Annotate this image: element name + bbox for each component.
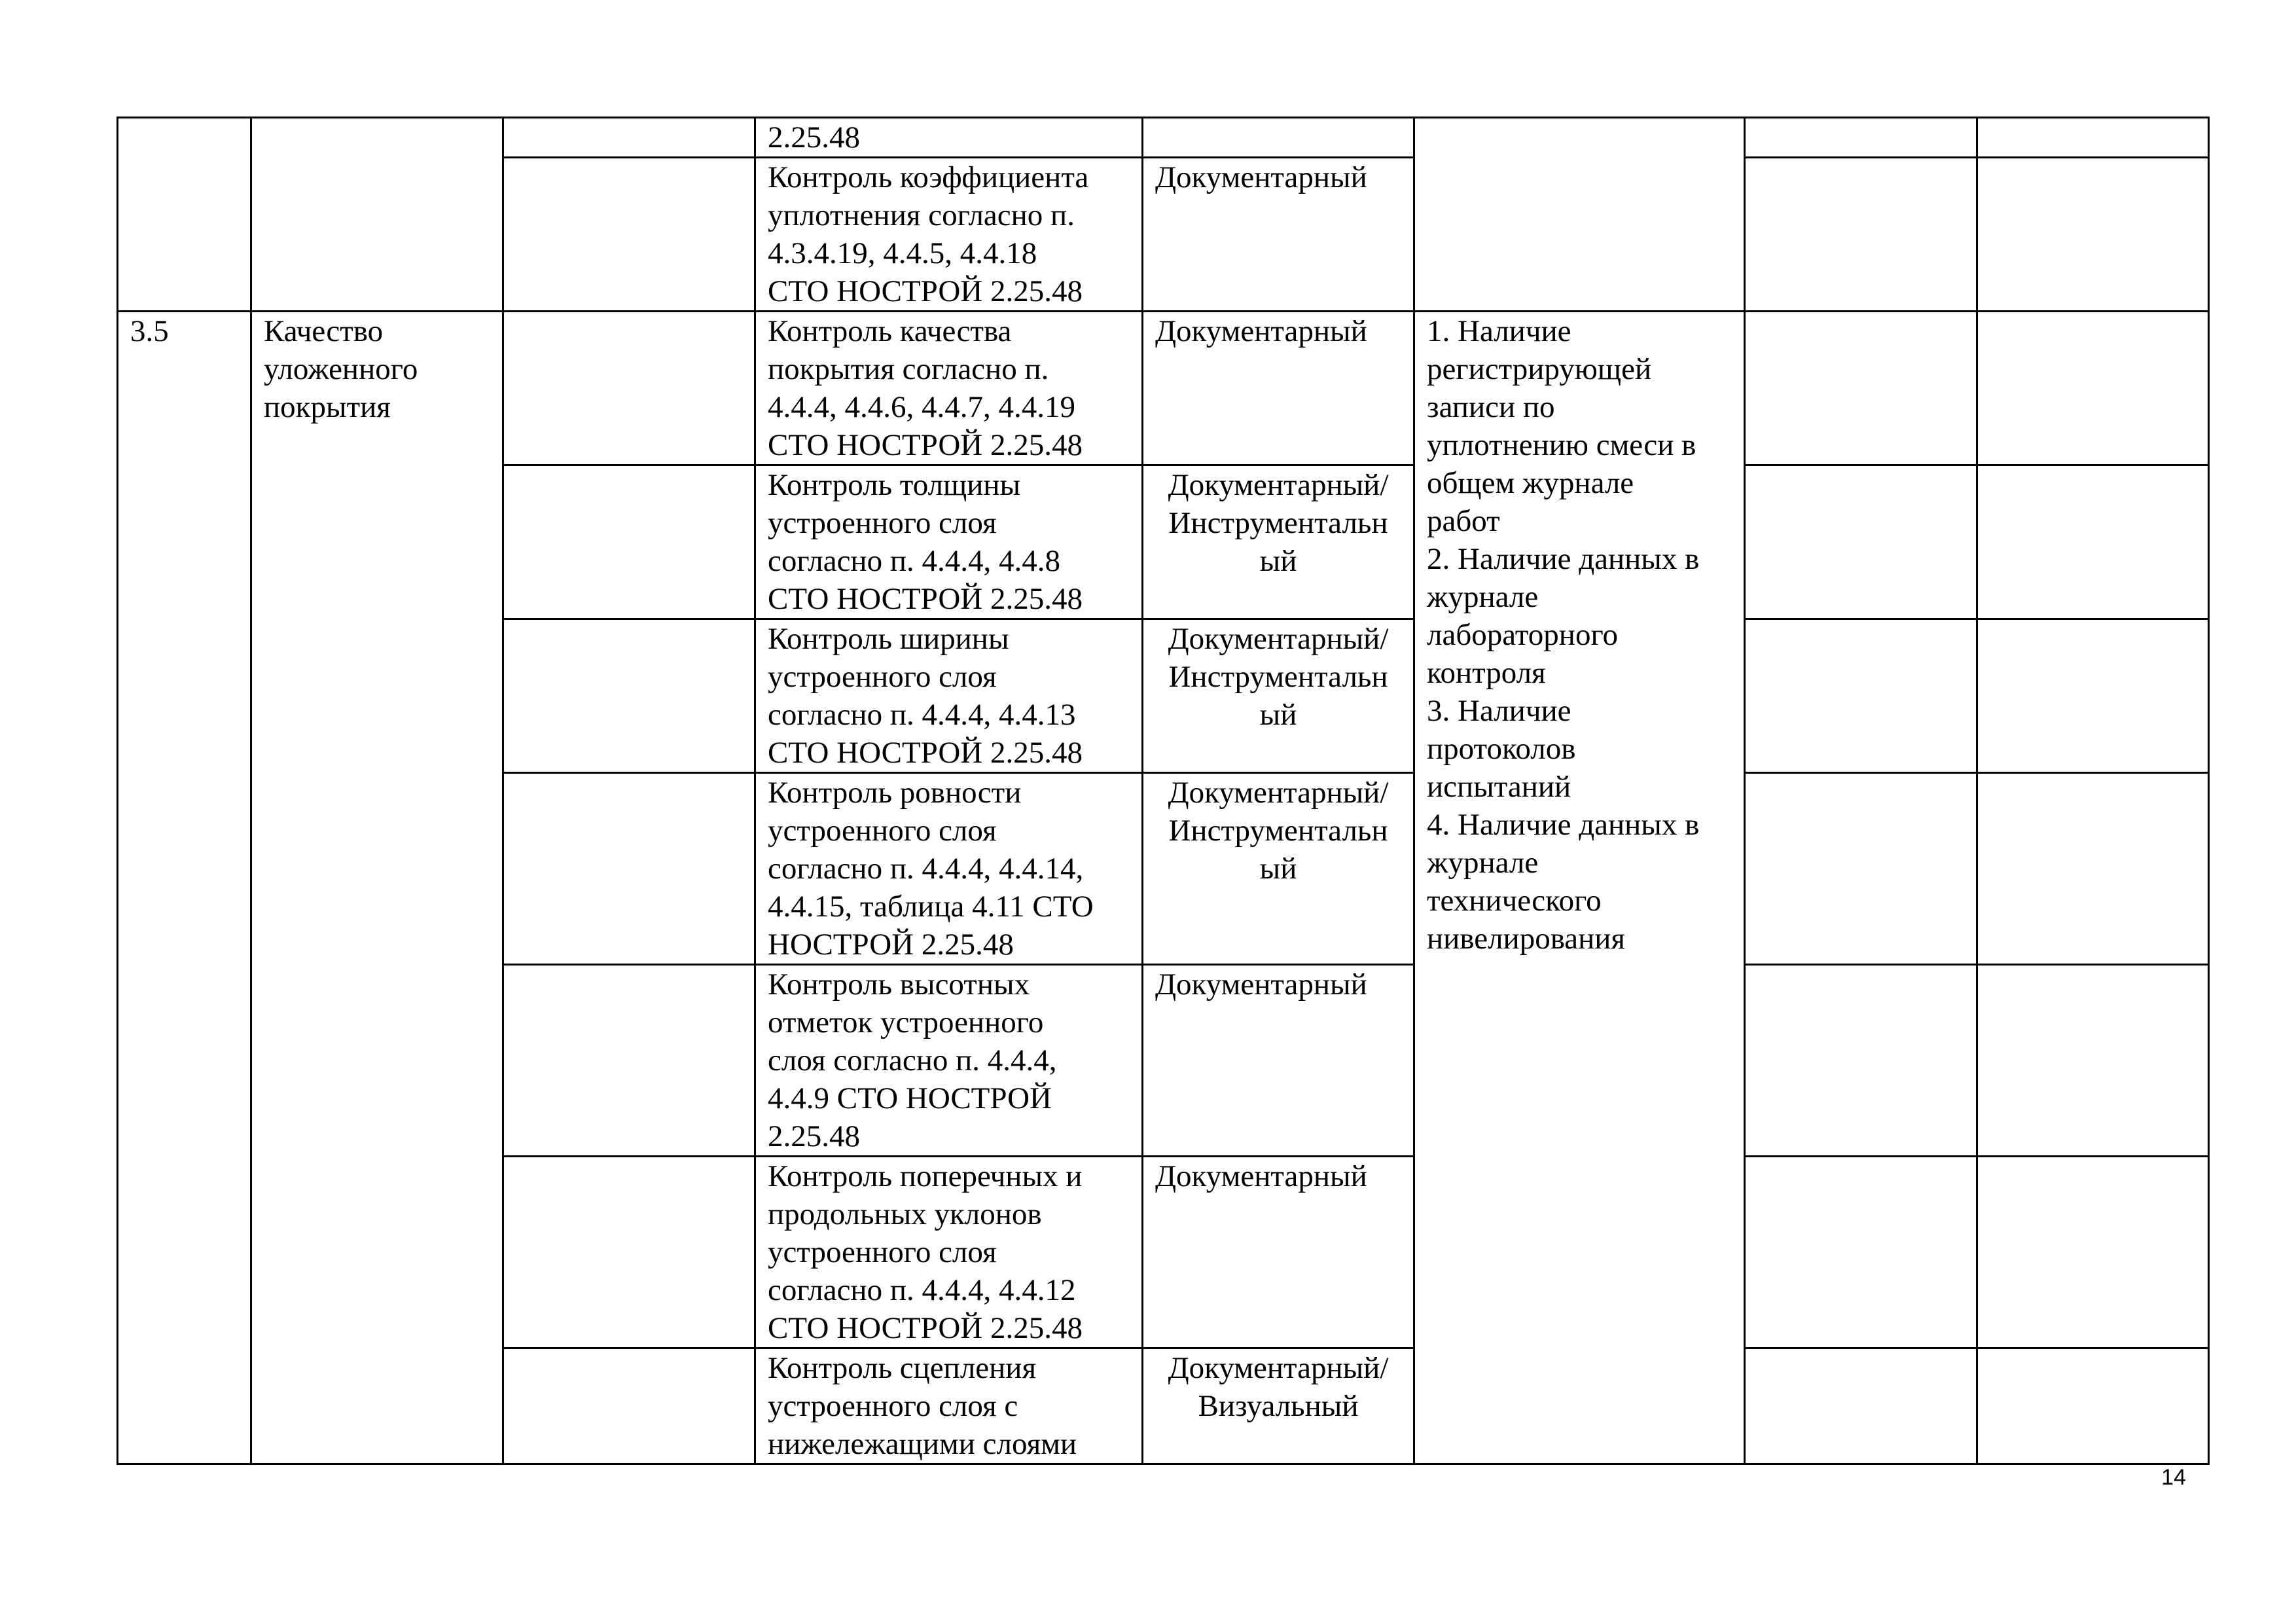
cell-empty xyxy=(1745,312,1977,465)
cell-empty xyxy=(1745,1348,1977,1464)
cell-empty xyxy=(1977,465,2209,619)
cell-method: Документарный/ Визуальный xyxy=(1143,1348,1414,1464)
cell-empty xyxy=(1745,1157,1977,1348)
cell-empty xyxy=(1977,118,2209,158)
cell-requirement: Контроль коэффициента уплотнения согласно п. 4.3.4.19, 4.4.5, 4.4.18 СТО НОСТРОЙ 2.25.48 xyxy=(755,158,1143,312)
cell-empty xyxy=(503,312,755,465)
cell-number-empty xyxy=(118,118,251,312)
cell-requirement: Контроль качества покрытия согласно п. 4.4.4, 4.4.6, 4.4.7, 4.4.19 СТО НОСТРОЙ 2.25.48 xyxy=(755,312,1143,465)
cell-empty xyxy=(503,1157,755,1348)
cell-empty xyxy=(503,965,755,1157)
cell-empty xyxy=(1745,118,1977,158)
cell-empty xyxy=(1977,158,2209,312)
cell-empty xyxy=(1745,619,1977,773)
cell-method: Документарный xyxy=(1143,312,1414,465)
cell-method: Документарный/ Инструментальн ый xyxy=(1143,465,1414,619)
table-row xyxy=(118,118,2209,158)
cell-requirement: Контроль толщины устроенного слоя согласно п. 4.4.4, 4.4.8 СТО НОСТРОЙ 2.25.48 xyxy=(755,465,1143,619)
cell-empty xyxy=(503,118,755,158)
cell-empty xyxy=(1977,773,2209,965)
table-row xyxy=(118,312,2209,465)
cell-empty xyxy=(1977,1157,2209,1348)
page-number: 14 xyxy=(2161,1465,2186,1490)
cell-evidence-empty xyxy=(1414,118,1745,312)
cell-empty xyxy=(503,773,755,965)
cell-requirement: Контроль ровности устроенного слоя согласно п. 4.4.4, 4.4.14, 4.4.15, таблица 4.11 СТО НОСТРОЙ 2.25.48 xyxy=(755,773,1143,965)
cell-method-empty xyxy=(1143,118,1414,158)
cell-empty xyxy=(503,619,755,773)
cell-empty xyxy=(1977,1348,2209,1464)
cell-requirement: Контроль ширины устроенного слоя согласно п. 4.4.4, 4.4.13 СТО НОСТРОЙ 2.25.48 xyxy=(755,619,1143,773)
cell-method: Документарный xyxy=(1143,158,1414,312)
cell-requirement: Контроль поперечных и продольных уклонов устроенного слоя согласно п. 4.4.4, 4.4.12 СТО НОСТРОЙ 2.25.48 xyxy=(755,1157,1143,1348)
cell-method: Документарный/ Инструментальн ый xyxy=(1143,619,1414,773)
cell-evidence: 1. Наличие регистрирующей записи по уплотнению смеси в общем журнале работ 2. Наличие данных в журнале лабораторного контроля 3. Наличие протоколов испытаний 4. Наличие данных в журнале технического нивелирования xyxy=(1414,312,1745,1464)
cell-requirement: Контроль высотных отметок устроенного слоя согласно п. 4.4.4, 4.4.9 СТО НОСТРОЙ 2.25.48 xyxy=(755,965,1143,1157)
cell-empty xyxy=(1977,312,2209,465)
cell-empty xyxy=(503,158,755,312)
cell-requirement: 2.25.48 xyxy=(755,118,1143,158)
cell-empty xyxy=(503,1348,755,1464)
control-table xyxy=(117,117,2210,1465)
cell-method: Документарный/ Инструментальн ый xyxy=(1143,773,1414,965)
cell-empty xyxy=(1745,158,1977,312)
section-name: Качество уложенного покрытия xyxy=(251,312,503,1464)
cell-name-empty xyxy=(251,118,503,312)
cell-empty xyxy=(1977,965,2209,1157)
section-number: 3.5 xyxy=(118,312,251,1464)
cell-requirement: Контроль сцепления устроенного слоя с нижележащими слоями xyxy=(755,1348,1143,1464)
cell-empty xyxy=(1745,965,1977,1157)
cell-method: Документарный xyxy=(1143,1157,1414,1348)
cell-empty xyxy=(1745,773,1977,965)
cell-method: Документарный xyxy=(1143,965,1414,1157)
cell-empty xyxy=(503,465,755,619)
cell-empty xyxy=(1977,619,2209,773)
cell-empty xyxy=(1745,465,1977,619)
